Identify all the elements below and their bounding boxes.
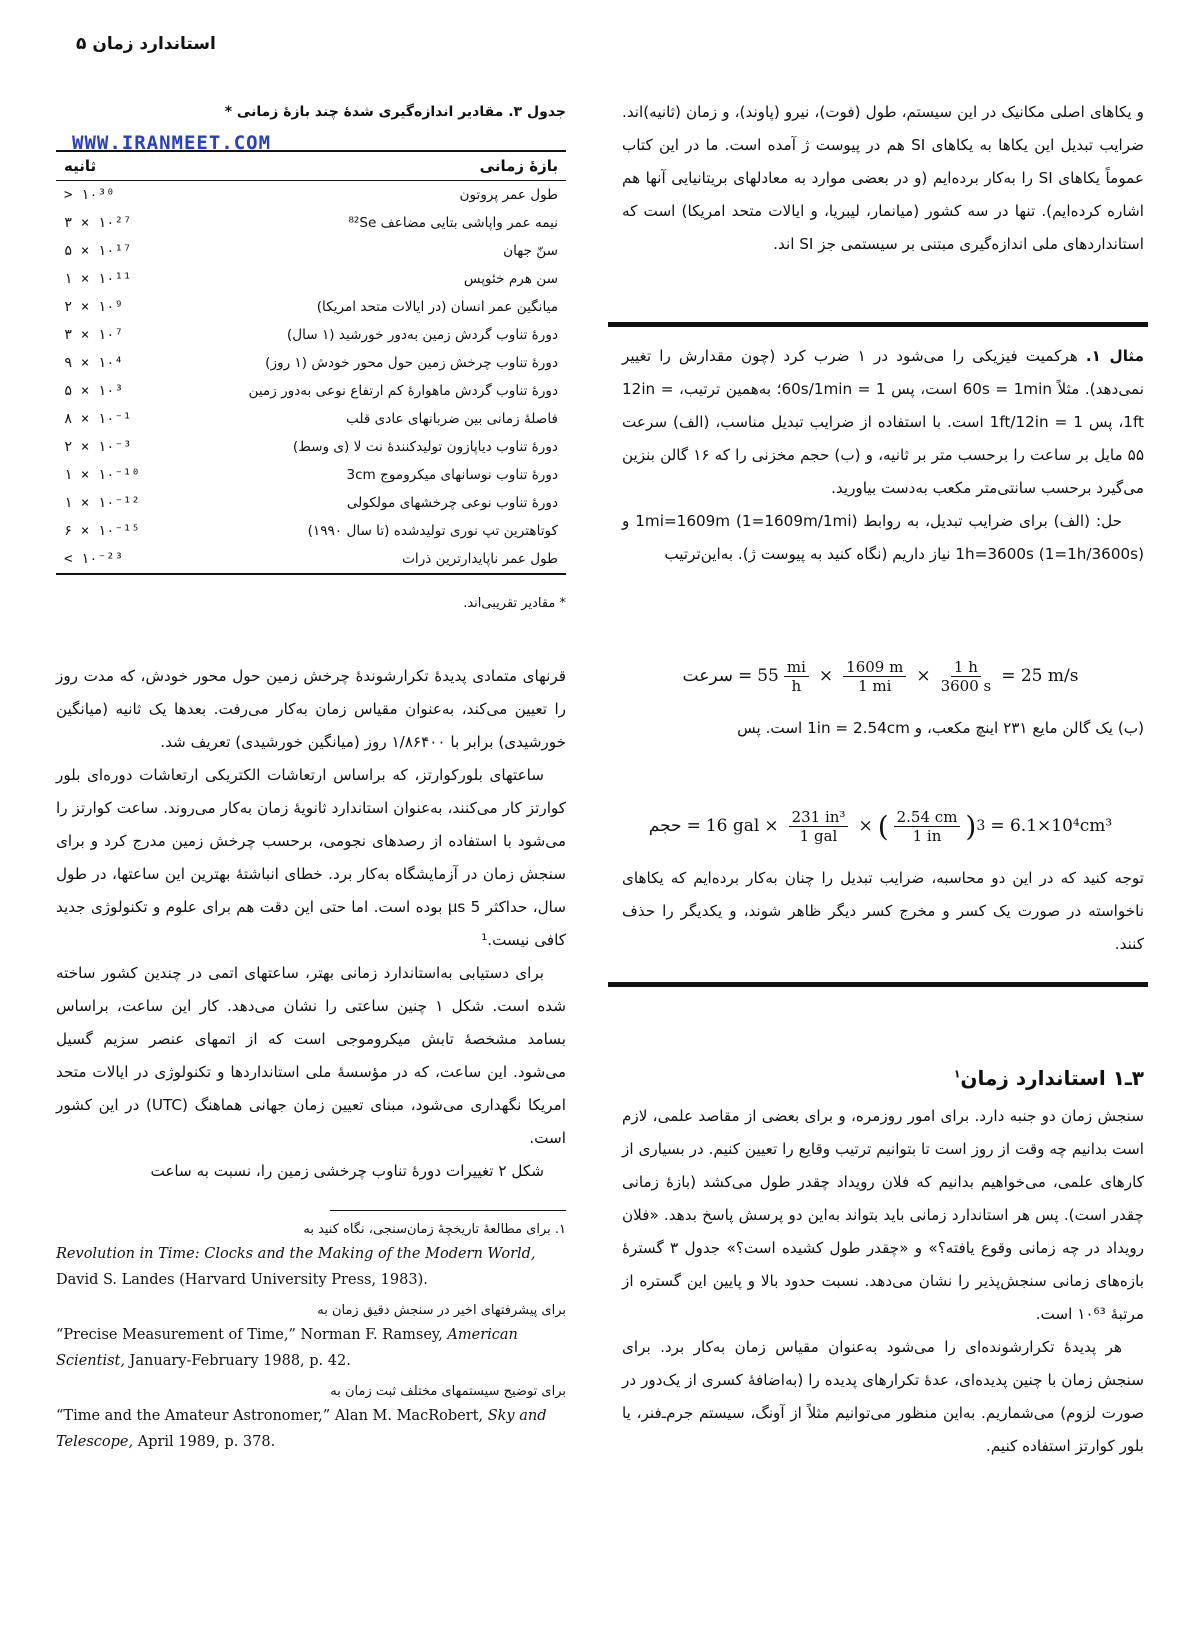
footnote-2-en	[56, 1322, 566, 1374]
table-row	[56, 265, 566, 293]
equation-coefficient: 16 gal	[705, 816, 760, 836]
interval-label: دورهٔ تناوب دیاپازون تولیدکنندهٔ نت لا (ی وسط)	[292, 439, 558, 455]
table-body	[56, 181, 566, 573]
running-head	[62, 34, 216, 54]
footnote-2-fa: برای پیشرفتهای اخیر در سنجش دقیق زمان به	[317, 1303, 566, 1318]
table-row	[56, 293, 566, 321]
journal-title: Sky and Telescope,	[56, 1408, 547, 1450]
interval-label: دورهٔ تناوب نوعی چرخشهای مولکولی	[346, 495, 558, 511]
table-row	[56, 321, 566, 349]
example-text: هرکمیت فیزیکی را می‌شود در ۱ ضرب کرد (چون مقدارش را تغییر نمی‌دهد). مثلاً 60s = 1min است، پس 60s/1min = 1؛ به‌همین ترتیب، 12in = 1ft، پس 1ft/12in = 1 است. با استفاده از ضرایب تبدیل مناسب، (الف) سرعت ۵۵ مایل بر ساعت را برحسب متر بر ثانیه، و (ب) حجم مخزنی را که ۱۶ گالن بنزین می‌گیرد برحسب سانتی‌متر مکعب به‌دست بیاورید.	[622, 347, 1144, 497]
paragraph: قرنهای متمادی پدیدهٔ تکرارشوندهٔ چرخش زمین حول محور خودش، که مدت روز را تعیین می‌کند، به‌عنوان مقیاس زمان به‌کار می‌رفت. بعدها یک ثانیه (میانگین خورشیدی) برابر با ۱/۸۶۴۰۰ روز (میانگین خورشیدی) تعریف شد.	[56, 667, 566, 751]
section-body	[622, 1100, 1144, 1463]
footnote-3-en	[56, 1403, 566, 1455]
interval-label: طول عمر پروتون	[459, 187, 558, 203]
time-interval-table	[56, 150, 566, 575]
equation-result: = 6.1×10⁴cm³	[990, 816, 1113, 836]
interval-seconds: ۱ × ۱۰⁻¹²	[64, 495, 140, 511]
citation-text: David S. Landes (Harvard University Press, 1983).	[56, 1272, 428, 1288]
example-note	[622, 862, 1144, 961]
paragraph: و یکاهای اصلی مکانیک در این سیستم، طول (فوت)، نیرو (پاوند)، و زمان (ثانیه)اند. ضرایب تبدیل این یکاها به یکاهای SI هم در پیوست ژ آمده است. ما در این کتاب عموماً یکاهای SI را به‌کار برده‌ایم (و در بعضی موارد به معادلهای بریتانیایی آنها هم اشاره کرده‌ایم). تنها در سه کشور (میانمار، لیبریا، و ایالات متحد امریکا) است که استانداردهای ملی اندازه‌گیری مبتنی بر سیستمی جز SI اند.	[622, 103, 1145, 253]
book-title: Revolution in Time: Clocks and the Making of the Modern World,	[56, 1246, 536, 1262]
equation-lhs: حجم	[648, 816, 682, 836]
example-paragraph	[622, 340, 1144, 505]
equation-coefficient: 55	[757, 666, 779, 686]
equation-lhs: سرعت	[682, 666, 733, 686]
table-row	[56, 209, 566, 237]
equation-speed: سرعت = 55 $\frac{mi}{h}$ × $\frac{1609 m}{1 mi}$ × $\frac{1 h}{3600 s}$ = 25 m/s	[682, 657, 1079, 695]
interval-label: نیمه عمر واپاشی بتایی مضاعف ⁸²Se	[348, 215, 558, 231]
interval-label: طول عمر ناپایدارترین ذرات	[402, 551, 558, 567]
fraction: $\frac{1609 m}{1 mi}$	[843, 658, 906, 695]
solution-paragraph: حل: (الف) برای ضرایب تبدیل، به روابط 1mi=1609m (1=1609m/1mi) و 1h=3600s (1=1h/3600s) نیاز داریم (نگاه کنید به پیوست ژ). به‌این‌ترتیب	[622, 512, 1144, 563]
table-row	[56, 349, 566, 377]
fraction: $\frac{mi}{h}$	[784, 658, 809, 695]
table-row	[56, 517, 566, 545]
paragraph: هر پدیدهٔ تکرارشونده‌ای را می‌شود به‌عنوان مقیاس زمان به‌کار برد. برای سنجش زمان با چنین پدیده‌ای، عدهٔ تکرارهای پدیده را (به‌اضافهٔ کسری از یک‌دور در صورت لزوم) می‌شماریم. به‌این منظور می‌توانیم مثلاً از آونگ، سیستم جرم‌ـ‌فنر، یا بلور کوارتز استفاده کنیم.	[622, 1338, 1144, 1455]
interval-seconds: ۱ × ۱۰⁻¹⁰	[64, 467, 140, 483]
table-row	[56, 461, 566, 489]
paragraph: سنجش زمان دو جنبه دارد. برای امور روزمره، و برای بعضی از مقاصد علمی، لازم است بدانیم چه وقت از روز است تا بتوانیم ترتیب وقایع را تعیین کنیم. در بسیاری از کارهای علمی، می‌خواهیم بدانیم که فلان رویداد چقدر طول می‌کشد (بازهٔ زمانی چقدر است). پس هر استاندارد زمانی باید بتواند به‌این دو پرسش پاسخ بدهد. «فلان رویداد در چه زمانی وقوع یافته؟» و «چقدر طول کشیده است؟» جدول ۳ گسترهٔ بازه‌های زمانی سنجش‌پذیر را نشان می‌دهد. نسبت حدود بالا و پایین این گستره از مرتبهٔ ۱۰⁶³ است.	[622, 1107, 1145, 1323]
footnote-3-fa: برای توضیح سیستمهای مختلف ثبت زمان به	[330, 1384, 566, 1399]
table-header-row	[56, 152, 566, 180]
interval-seconds: ۲ × ۱۰⁹	[64, 299, 124, 315]
interval-label: سن هرم خئوپس	[463, 271, 558, 287]
fraction: $\frac{2.54 cm}{1 in}$	[894, 808, 961, 845]
paragraph: برای دستیابی به‌استاندارد زمانی بهتر، ساعتهای اتمی در چندین کشور ساخته شده است. شکل ۱ چنین ساعتی را نشان می‌دهد. کار این ساعت، براساس بسامد مشخصهٔ تابش میکروموجی است که از اتمهای عنصر سزیم گسیل می‌شود. این ساعت، که در مؤسسهٔ ملی استانداردها و تکنولوژی در ایالات متحد امریکا نگهداری می‌شود، مبنای تعیین زمان جهانی هماهنگ (UTC) در این کشور است.	[56, 964, 566, 1147]
interval-seconds: ۳ × ۱۰²⁷	[64, 215, 132, 231]
citation-text: April 1989, p. 378.	[133, 1434, 276, 1450]
interval-seconds: > ۱۰³⁰	[64, 187, 115, 203]
example-label: مثال ۱.	[1085, 347, 1145, 365]
interval-seconds: ۲ × ۱۰⁻³	[64, 439, 132, 455]
interval-seconds: ۹ × ۱۰⁴	[64, 355, 124, 371]
left-body-text	[56, 660, 566, 1188]
interval-label: دورهٔ تناوب گردش زمین به‌دور خورشید (۱ سال)	[286, 327, 558, 343]
right-intro	[622, 96, 1144, 261]
table-row	[56, 545, 566, 573]
part-b	[622, 712, 1144, 745]
table-row	[56, 181, 566, 209]
equation-volume: حجم = 16 gal × $\frac{\text{231 in³}}{\text{1 gal}}$ × ( $\frac{2.54 cm}{1 in}$ ) 3 = 6.1×10⁴cm³	[648, 807, 1113, 845]
journal-title: American Scientist,	[56, 1327, 518, 1369]
fraction: $\frac{\text{231 in³}}{\text{1 gal}}$	[789, 808, 849, 845]
interval-seconds: < ۱۰⁻²³	[64, 551, 124, 567]
watermark: WWW.IRANMEET.COM	[72, 132, 272, 154]
table-row	[56, 377, 566, 405]
paragraph: شکل ۲ تغییرات دورهٔ تناوب چرخشی زمین را، نسبت به ساعت	[150, 1162, 544, 1180]
table-row	[56, 489, 566, 517]
interval-label: دورهٔ تناوب نوسانهای میکروموج 3cm	[346, 467, 558, 483]
running-title: استاندارد زمان	[92, 34, 216, 54]
interval-seconds: ۵ × ۱۰¹⁷	[64, 243, 132, 259]
table-row	[56, 237, 566, 265]
paragraph: (ب) یک گالن مایع ۲۳۱ اینچ مکعب، و 1in = 2.54cm است. پس	[737, 719, 1144, 737]
footnotes	[56, 1222, 566, 1465]
interval-label: دورهٔ تناوب گردش ماهوارهٔ کم ارتفاع نوعی به‌دور زمین	[248, 383, 558, 399]
citation-text: “Precise Measurement of Time,” Norman F. Ramsey,	[56, 1327, 448, 1343]
paragraph: توجه کنید که در این دو محاسبه، ضرایب تبدیل را چنان به‌کار برده‌ایم که یکاهای ناخواسته در صورت یک کسر و مخرج کسر دیگر ظاهر شوند، و یکدیگر را حذف کنند.	[622, 869, 1144, 953]
footnote-1-fa: ۱. برای مطالعهٔ تاریخچهٔ زمان‌سنجی، نگاه کنید به	[303, 1222, 566, 1237]
table-row	[56, 433, 566, 461]
footnote-1-en	[56, 1241, 566, 1293]
interval-label: فاصلهٔ زمانی بین ضربانهای عادی قلب	[345, 411, 558, 427]
table-note: * مقادیر تقریبی‌اند.	[463, 596, 566, 611]
footnote-rule	[330, 1210, 566, 1211]
example-bottom-rule	[608, 982, 1148, 987]
table-row	[56, 405, 566, 433]
column-header-seconds: ثانیه	[64, 157, 97, 175]
citation-text: “Time and the Amateur Astronomer,” Alan M. MacRobert,	[56, 1408, 488, 1424]
interval-seconds: ۱ × ۱۰¹¹	[64, 271, 132, 287]
interval-seconds: ۳ × ۱۰⁷	[64, 327, 124, 343]
fraction: $\frac{1 h}{3600 s}$	[940, 657, 992, 695]
paragraph: ساعتهای بلورکوارتز، که براساس ارتعاشات الکتریکی ارتعاشات دوره‌ای بلور کوارتز کار می‌کنند، به‌عنوان استاندارد ثانویهٔ زمان به‌کار می‌روند. ساعت کوارتز را می‌شود با استفاده از رصدهای نجومی، برحسب چرخش زمین مدرج کرد و برای سنجش زمان در آزمایشگاه به‌کار برد. خطای انباشتهٔ بهترین این ساعتها، در طول سال، حداکثر 5 μs بوده است. اما حتی این دقت هم برای علوم و تکنولوژی جدید کافی نیست.¹	[56, 766, 567, 949]
example-box	[622, 340, 1144, 571]
equation-result: = 25 m/s	[1001, 666, 1079, 686]
citation-text: January-February 1988, p. 42.	[124, 1353, 351, 1369]
example-top-rule	[608, 322, 1148, 327]
section-title: ۳ـ۱ استاندارد زمان$^۱$	[953, 1066, 1144, 1090]
page-number: ۵	[76, 34, 87, 54]
interval-seconds: ۸ × ۱۰⁻¹	[64, 411, 132, 427]
column-header-interval: بازهٔ زمانی	[479, 157, 558, 175]
interval-seconds: ۶ × ۱۰⁻¹⁵	[64, 523, 140, 539]
footnote-mark: ۱	[953, 1067, 961, 1081]
interval-label: میانگین عمر انسان (در ایالات متحد امریکا)	[316, 299, 558, 315]
interval-label: کوتاهترین تپ نوری تولیدشده (تا سال ۱۹۹۰)	[307, 523, 558, 539]
interval-seconds: ۵ × ۱۰³	[64, 383, 124, 399]
interval-label: دورهٔ تناوب چرخش زمین حول محور خودش (۱ روز)	[265, 355, 558, 371]
table-caption: جدول ۳. مقادیر اندازه‌گیری شدهٔ چند بازهٔ زمانی *	[224, 104, 566, 120]
interval-label: سنّ جهان	[503, 243, 558, 259]
